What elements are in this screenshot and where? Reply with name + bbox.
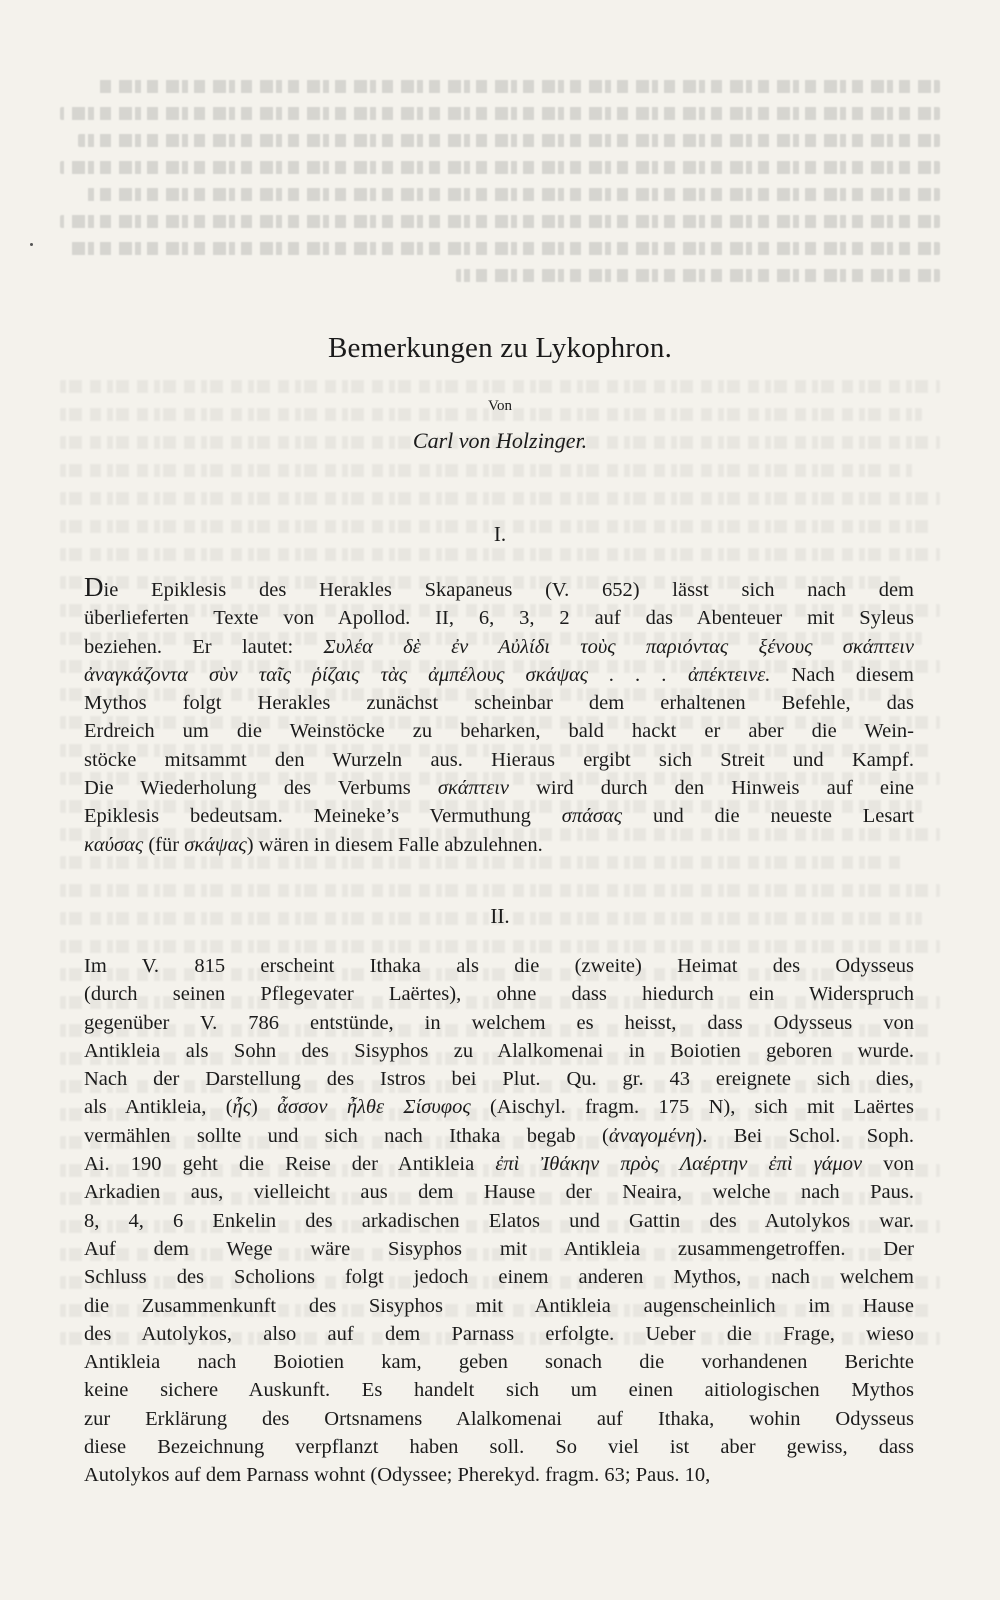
text-line (84, 1433, 914, 1461)
text-segment: Ai. 190 geht die Reise der Antikleia (84, 1153, 496, 1176)
text-segment: Die Wiederholung des Verbums (84, 777, 438, 800)
text-segment: Mythos folgt Herakles zunächst scheinbar dem erhaltenen Befehle, das (84, 692, 914, 715)
section-2-paragraph (84, 952, 914, 1490)
text-segment: (Aischyl. fragm. 175 N), sich mit Laërtes (470, 1096, 914, 1119)
text-segment: des Autolykos, also auf dem Parnass erfolgte. Ueber die Frage, wieso (84, 1322, 914, 1345)
text-segment: ) (251, 1096, 278, 1119)
text-segment: ). Bei Schol. Soph. (695, 1124, 914, 1147)
section-number-2: II. (490, 904, 510, 928)
text-segment: 8, 4, 6 Enkelin des arkadischen Elatos und Gattin des Autolykos war. (84, 1209, 914, 1232)
section-number-1: I. (493, 522, 507, 546)
text-line (84, 1263, 914, 1291)
text-line (84, 746, 914, 774)
text-segment: Erdreich um die Weinstöcke zu beharken, bald hackt er aber die Wein- (84, 720, 914, 743)
text-segment: Antikleia als Sohn des Sisyphos zu Alalkomenai in Boiotien geboren wurde. (84, 1039, 914, 1062)
text-line (84, 717, 914, 745)
greek-quotation: ἆσσον ἦλθε Σίσυφος (277, 1096, 471, 1119)
margin-dot (30, 243, 33, 246)
text-line (84, 572, 914, 604)
text-segment: Epiklesis bedeutsam. Meineke’s Vermuthung (84, 805, 562, 828)
text-segment: als Antikleia, ( (84, 1096, 233, 1119)
text-line (84, 1065, 914, 1093)
greek-quotation: σκάψας (184, 833, 247, 856)
text-line (84, 1037, 914, 1065)
greek-quotation: ἀναγομένη (608, 1124, 696, 1147)
text-segment: Auf dem Wege wäre Sisyphos mit Antikleia zusammengetroffen. Der (84, 1237, 914, 1260)
text-line (84, 1292, 914, 1320)
text-segment: Arkadien aus, vielleicht aus dem Hause der Neaira, welche nach Paus. (84, 1181, 914, 1204)
text-line (84, 1178, 914, 1206)
text-segment: beziehen. Er lautet: (84, 635, 324, 658)
text-line (84, 1093, 914, 1121)
text-line (84, 689, 914, 717)
text-line (84, 661, 914, 689)
greek-quotation: καύσας (84, 833, 144, 856)
text-line (84, 1150, 914, 1178)
greek-quotation: Συλέα δὲ ἐν Αὐλίδι τοὺς παριόντας ξένους σκάπτειν (323, 635, 914, 658)
text-segment: Die Epiklesis des Herakles Skapaneus (V. 652) lässt sich nach dem (84, 572, 914, 602)
text-segment: die Zusammenkunft des Sisyphos mit Antikleia augenscheinlich im Hause (84, 1294, 914, 1317)
text-line (84, 1320, 914, 1348)
text-line (84, 831, 914, 859)
text-segment: vermählen sollte und sich nach Ithaka begab ( (84, 1124, 609, 1147)
text-line (84, 633, 914, 661)
text-segment: Nach diesem (770, 663, 914, 686)
article-title: Bemerkungen zu Lykophron. (327, 332, 673, 364)
text-segment: ) wären in diesem Falle abzulehnen. (246, 833, 543, 856)
text-line (84, 1405, 914, 1433)
text-segment: Im V. 815 erscheint Ithaka als die (zweite) Heimat des Odysseus (84, 955, 914, 977)
bleed-through-text (60, 80, 940, 340)
greek-quotation: ἧς (232, 1096, 252, 1119)
text-line (84, 604, 914, 632)
text-segment: Nach der Darstellung des Istros bei Plut. Qu. gr. 43 ereignete sich dies, (84, 1068, 914, 1091)
text-line (84, 1461, 914, 1489)
text-line (84, 1207, 914, 1235)
text-segment: wird durch den Hinweis auf eine (509, 777, 914, 800)
text-segment: diese Bezeichnung verpflanzt haben soll. So viel ist aber gewiss, dass (84, 1436, 914, 1459)
greek-quotation: σπάσας (561, 805, 623, 828)
text-line (84, 1009, 914, 1037)
text-segment: Schluss des Scholions folgt jedoch einem anderen Mythos, nach welchem (84, 1266, 914, 1289)
text-line (84, 774, 914, 802)
text-line (84, 1348, 914, 1376)
text-line (84, 1235, 914, 1263)
text-line (84, 1122, 914, 1150)
text-line (84, 980, 914, 1008)
greek-quotation: σκάπτειν (437, 777, 510, 800)
author-name: Carl von Holzinger. (412, 428, 588, 453)
greek-quotation: ἐπὶ Ἰθάκην πρὸς Λαέρτην ἐπὶ γάμον (495, 1153, 863, 1176)
text-segment: (für (143, 833, 185, 856)
greek-quotation: ἀναγκάζοντα σὺν ταῖς ῥίζαις τὰς ἀμπέλους σκάψας . . . ἀπέκτεινε. (84, 663, 771, 686)
text-line (84, 1376, 914, 1404)
text-line (84, 952, 914, 980)
text-line (84, 802, 914, 830)
text-segment: überlieferten Texte von Apollod. II, 6, 3, 2 auf das Abenteuer mit Syleus (84, 607, 914, 630)
text-segment: Antikleia nach Boiotien kam, geben sonach die vorhandenen Berichte (84, 1351, 914, 1374)
text-segment: gegenüber V. 786 entstünde, in welchem es heisst, dass Odysseus von (84, 1011, 914, 1034)
section-1-paragraph (84, 572, 914, 859)
text-segment: zur Erklärung des Ortsnamens Alalkomenai auf Ithaka, wohin Odysseus (84, 1407, 914, 1430)
byline-prefix: Von (488, 398, 512, 414)
text-segment: von (862, 1153, 914, 1176)
text-segment: Autolykos auf dem Parnass wohnt (Odyssee; Pherekyd. fragm. 63; Paus. 10, (84, 1464, 711, 1487)
text-segment: stöcke mitsammt den Wurzeln aus. Hieraus ergibt sich Streit und Kampf. (84, 748, 914, 771)
text-segment: und die neueste Lesart (622, 805, 914, 828)
text-segment: (durch seinen Pflegevater Laërtes), ohne dass hiedurch ein Widerspruch (84, 983, 914, 1006)
text-segment: keine sichere Auskunft. Es handelt sich um einen aitiologischen Mythos (84, 1379, 914, 1402)
